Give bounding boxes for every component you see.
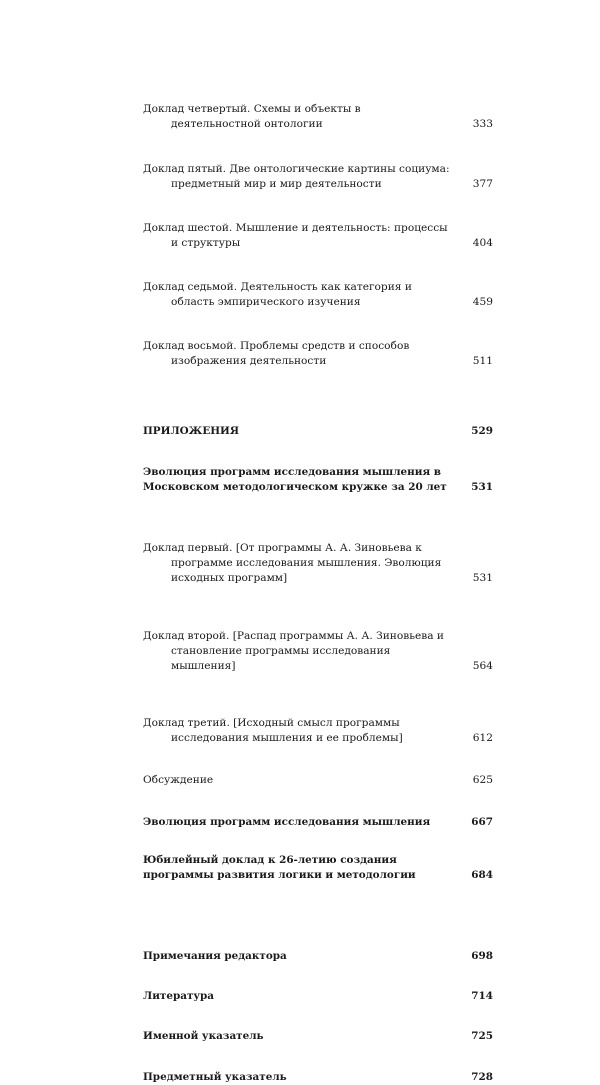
toc-entry-title: Доклад первый. [От программы А. А. Зиновьева к программе исследования мышления. Эволюция исходных программ] xyxy=(143,542,442,584)
toc-section-heading xyxy=(143,465,493,495)
toc-entry xyxy=(143,629,493,674)
toc-entry xyxy=(143,773,493,788)
toc-section-heading xyxy=(143,853,493,883)
toc-entry-page: 667 xyxy=(471,816,493,828)
toc-entry xyxy=(143,339,493,369)
toc-entry-page: 714 xyxy=(471,990,493,1002)
toc-section-heading xyxy=(143,949,493,964)
toc-section-heading xyxy=(143,989,493,1004)
toc-entry-title: Эволюция программ исследования мышления xyxy=(143,816,431,828)
toc-entry-title: ПРИЛОЖЕНИЯ xyxy=(143,425,240,437)
toc-entry-title: Доклад пятый. Две онтологические картины социума: предметный мир и мир деятельности xyxy=(143,163,450,190)
toc-section-heading xyxy=(143,1029,493,1044)
toc-entry-title: Эволюция программ исследования мышления в Московском методологическом кружке за 20 лет xyxy=(143,466,447,493)
toc-entry-page: 377 xyxy=(472,178,493,190)
toc-entry xyxy=(143,716,493,746)
toc-entry xyxy=(143,162,493,192)
toc-section-heading xyxy=(143,815,493,830)
toc-entry-page: 531 xyxy=(472,572,493,584)
toc-entry-page: 459 xyxy=(472,296,493,308)
toc-entry-page: 564 xyxy=(472,660,493,672)
toc-entry-title: Доклад седьмой. Деятельность как категория и область эмпирического изучения xyxy=(143,281,412,308)
toc-entry-title: Юбилейный доклад к 26-летию создания программы развития логики и методологии xyxy=(143,854,416,881)
toc-entry-page: 511 xyxy=(472,355,493,367)
toc-entry-page: 612 xyxy=(472,732,493,744)
toc-entry-title: Доклад восьмой. Проблемы средств и способов изображения деятельности xyxy=(143,340,410,367)
toc-entry-page: 404 xyxy=(472,237,493,249)
toc-entry-page: 625 xyxy=(472,774,493,786)
toc-entry-page: 333 xyxy=(472,118,493,130)
toc-entry-page: 728 xyxy=(471,1071,493,1083)
toc-entry-page: 529 xyxy=(471,425,493,437)
toc-entry xyxy=(143,221,493,251)
toc-entry-page: 698 xyxy=(471,950,493,962)
toc-entry-page: 725 xyxy=(471,1030,493,1042)
toc-entry-title: Предметный указатель xyxy=(143,1071,287,1083)
toc-entry xyxy=(143,280,493,310)
toc-section-heading xyxy=(143,424,493,439)
toc-entry-title: Примечания редактора xyxy=(143,950,287,962)
toc-entry-title: Доклад третий. [Исходный смысл программы исследования мышления и ее проблемы] xyxy=(143,717,403,744)
toc-entry-title: Обсуждение xyxy=(143,774,214,786)
toc-entry xyxy=(143,541,493,586)
toc-entry-page: 684 xyxy=(471,869,493,881)
toc-entry-title: Доклад второй. [Распад программы А. А. Зиновьева и становление программы исследования мышления] xyxy=(143,630,444,672)
toc-entry-title: Именной указатель xyxy=(143,1030,264,1042)
toc-entry-title: Литература xyxy=(143,990,215,1002)
toc-entry xyxy=(143,102,493,132)
toc-section-heading xyxy=(143,1070,493,1085)
toc-entry-title: Доклад четвертый. Схемы и объекты в деятельностной онтологии xyxy=(143,103,361,130)
toc-entry-page: 531 xyxy=(471,481,493,493)
toc-entry-title: Доклад шестой. Мышление и деятельность: процессы и структуры xyxy=(143,222,448,249)
